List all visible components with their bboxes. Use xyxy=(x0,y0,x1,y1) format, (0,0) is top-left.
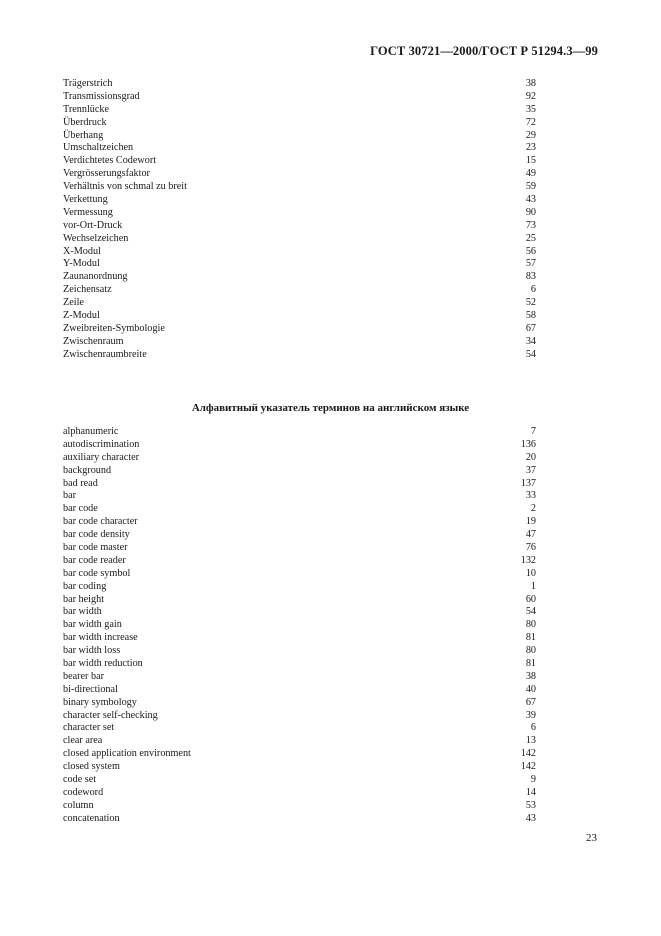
index-term: bar width gain xyxy=(63,619,122,631)
index-term: Transmissionsgrad xyxy=(63,90,140,102)
index-term: bad read xyxy=(63,477,98,489)
index-entry xyxy=(63,606,536,619)
index-term: closed application environment xyxy=(63,748,191,760)
index-entry xyxy=(63,645,536,658)
index-page-ref: 76 xyxy=(525,542,536,554)
index-entry xyxy=(63,194,536,207)
index-entry xyxy=(63,336,536,349)
index-term: bar code reader xyxy=(63,554,126,566)
index-page-ref: 47 xyxy=(525,529,536,541)
index-term: clear area xyxy=(63,735,103,747)
index-entry xyxy=(63,516,536,529)
english-term-index xyxy=(63,426,536,826)
index-term: Umschaltzeichen xyxy=(63,142,134,154)
index-page-ref: 142 xyxy=(520,748,536,760)
index-term: Überdruck xyxy=(63,116,107,128)
index-page-ref: 23 xyxy=(525,142,536,154)
index-term: Verhältnis von schmal zu breit xyxy=(63,181,187,193)
index-page-ref: 25 xyxy=(525,232,536,244)
index-entry xyxy=(63,310,536,323)
index-page-ref: 54 xyxy=(525,606,536,618)
index-page-ref: 73 xyxy=(525,219,536,231)
index-page-ref: 39 xyxy=(525,709,536,721)
index-entry xyxy=(63,748,536,761)
index-term: closed system xyxy=(63,761,120,773)
index-page-ref: 35 xyxy=(525,103,536,115)
index-term: bar width increase xyxy=(63,632,138,644)
index-term: bi-directional xyxy=(63,683,118,695)
index-entry xyxy=(63,155,536,168)
index-page-ref: 142 xyxy=(520,761,536,773)
index-page-ref: 56 xyxy=(525,245,536,257)
index-entry xyxy=(63,233,536,246)
index-page-ref: 49 xyxy=(525,168,536,180)
index-entry xyxy=(63,542,536,555)
index-term: Zeile xyxy=(63,297,84,309)
index-term: background xyxy=(63,464,112,476)
index-page-ref: 38 xyxy=(525,78,536,89)
index-page-ref: 10 xyxy=(525,567,536,579)
index-page-ref: 40 xyxy=(525,683,536,695)
index-page-ref: 2 xyxy=(530,503,536,515)
index-entry xyxy=(63,787,536,800)
index-entry xyxy=(63,813,536,826)
index-entry xyxy=(63,594,536,607)
index-page-ref: 7 xyxy=(530,426,536,437)
index-entry xyxy=(63,104,536,117)
index-term: character set xyxy=(63,722,115,734)
index-entry xyxy=(63,207,536,220)
index-term: bar height xyxy=(63,593,105,605)
index-entry xyxy=(63,349,536,362)
index-term: bar code master xyxy=(63,542,128,554)
index-page-ref: 81 xyxy=(525,632,536,644)
index-entry xyxy=(63,426,536,439)
index-term: X-Modul xyxy=(63,245,101,257)
index-entry xyxy=(63,439,536,452)
index-page-ref: 29 xyxy=(525,129,536,141)
index-term: Wechselzeichen xyxy=(63,232,129,244)
index-entry xyxy=(63,697,536,710)
index-page-ref: 14 xyxy=(525,786,536,798)
index-term: Z-Modul xyxy=(63,310,100,322)
index-term: Verdichtetes Codewort xyxy=(63,155,157,167)
index-page-ref: 83 xyxy=(525,271,536,283)
index-term: code set xyxy=(63,774,97,786)
index-page-ref: 33 xyxy=(525,490,536,502)
index-page-ref: 60 xyxy=(525,593,536,605)
index-page-ref: 43 xyxy=(525,812,536,824)
index-entry xyxy=(63,568,536,581)
index-page-ref: 72 xyxy=(525,116,536,128)
index-term: character self-checking xyxy=(63,709,158,721)
index-term: bar code symbol xyxy=(63,567,131,579)
index-term: Vergrösserungsfaktor xyxy=(63,168,150,180)
german-term-index xyxy=(63,78,536,362)
index-term: bar width reduction xyxy=(63,658,143,670)
index-entry xyxy=(63,452,536,465)
index-page-ref: 59 xyxy=(525,181,536,193)
index-page-ref: 137 xyxy=(520,477,536,489)
index-entry xyxy=(63,284,536,297)
index-page-ref: 81 xyxy=(525,658,536,670)
index-entry xyxy=(63,490,536,503)
index-entry xyxy=(63,555,536,568)
index-term: concatenation xyxy=(63,812,120,824)
index-page-ref: 90 xyxy=(525,206,536,218)
index-entry xyxy=(63,168,536,181)
index-entry xyxy=(63,658,536,671)
index-page-ref: 58 xyxy=(525,310,536,322)
index-term: bar code xyxy=(63,503,98,515)
index-entry xyxy=(63,581,536,594)
index-page-ref: 92 xyxy=(525,90,536,102)
index-page-ref: 43 xyxy=(525,194,536,206)
index-page-ref: 53 xyxy=(525,799,536,811)
index-term: bar width loss xyxy=(63,645,121,657)
index-entry xyxy=(63,684,536,697)
index-term: Zaunanordnung xyxy=(63,271,128,283)
index-entry xyxy=(63,529,536,542)
index-page-ref: 34 xyxy=(525,335,536,347)
index-term: bar code density xyxy=(63,529,130,541)
index-page-ref: 67 xyxy=(525,696,536,708)
index-entry xyxy=(63,710,536,723)
section-title-english-index: Алфавитный указатель терминов на английском языке xyxy=(191,402,470,414)
page-number: 23 xyxy=(586,832,597,844)
index-page-ref: 1 xyxy=(530,580,536,592)
index-entry xyxy=(63,130,536,143)
index-term: auxiliary character xyxy=(63,451,140,463)
index-page-ref: 37 xyxy=(525,464,536,476)
document-header: ГОСТ 30721—2000/ГОСТ Р 51294.3—99 xyxy=(370,44,598,58)
index-term: Vermessung xyxy=(63,206,113,218)
index-page-ref: 52 xyxy=(525,297,536,309)
index-term: Zweibreiten-Symbologie xyxy=(63,322,165,334)
index-entry xyxy=(63,619,536,632)
index-term: Überhang xyxy=(63,129,104,141)
index-entry xyxy=(63,117,536,130)
index-entry xyxy=(63,503,536,516)
index-term: bar code character xyxy=(63,516,138,528)
index-entry xyxy=(63,722,536,735)
index-page-ref: 67 xyxy=(525,322,536,334)
index-page-ref: 6 xyxy=(530,722,536,734)
index-entry xyxy=(63,735,536,748)
index-entry xyxy=(63,142,536,155)
index-term: Y-Modul xyxy=(63,258,100,270)
index-page-ref: 57 xyxy=(525,258,536,270)
index-entry xyxy=(63,220,536,233)
index-entry xyxy=(63,271,536,284)
index-entry xyxy=(63,297,536,310)
index-term: Zeichensatz xyxy=(63,284,112,296)
index-entry xyxy=(63,671,536,684)
index-page-ref: 13 xyxy=(525,735,536,747)
index-term: bar coding xyxy=(63,580,107,592)
index-term: column xyxy=(63,799,94,811)
index-page-ref: 20 xyxy=(525,451,536,463)
index-term: binary symbology xyxy=(63,696,137,708)
index-term: Zwischenraumbreite xyxy=(63,348,147,360)
index-entry xyxy=(63,632,536,645)
index-entry xyxy=(63,761,536,774)
index-page-ref: 19 xyxy=(525,516,536,528)
index-term: bar xyxy=(63,490,77,502)
index-term: Verkettung xyxy=(63,194,108,206)
index-page-ref: 9 xyxy=(530,774,536,786)
index-term: bearer bar xyxy=(63,670,104,682)
index-page-ref: 6 xyxy=(530,284,536,296)
index-page-ref: 80 xyxy=(525,619,536,631)
index-entry xyxy=(63,246,536,259)
index-page-ref: 80 xyxy=(525,645,536,657)
index-page-ref: 38 xyxy=(525,670,536,682)
index-page-ref: 132 xyxy=(520,554,536,566)
index-entry xyxy=(63,774,536,787)
index-term: autodiscrimination xyxy=(63,438,140,450)
index-entry xyxy=(63,478,536,491)
index-entry xyxy=(63,78,536,91)
index-page-ref: 54 xyxy=(525,348,536,360)
index-term: Zwischenraum xyxy=(63,335,124,347)
index-entry xyxy=(63,323,536,336)
index-term: Trennlücke xyxy=(63,103,110,115)
index-page-ref: 15 xyxy=(525,155,536,167)
index-page-ref: 136 xyxy=(520,438,536,450)
index-entry xyxy=(63,465,536,478)
index-term: codeword xyxy=(63,786,104,798)
index-entry xyxy=(63,181,536,194)
index-term: bar width xyxy=(63,606,102,618)
index-term: Trägerstrich xyxy=(63,78,113,89)
index-entry xyxy=(63,800,536,813)
index-entry xyxy=(63,258,536,271)
index-entry xyxy=(63,91,536,104)
index-term: alphanumeric xyxy=(63,426,119,437)
index-term: vor-Ort-Druck xyxy=(63,219,123,231)
